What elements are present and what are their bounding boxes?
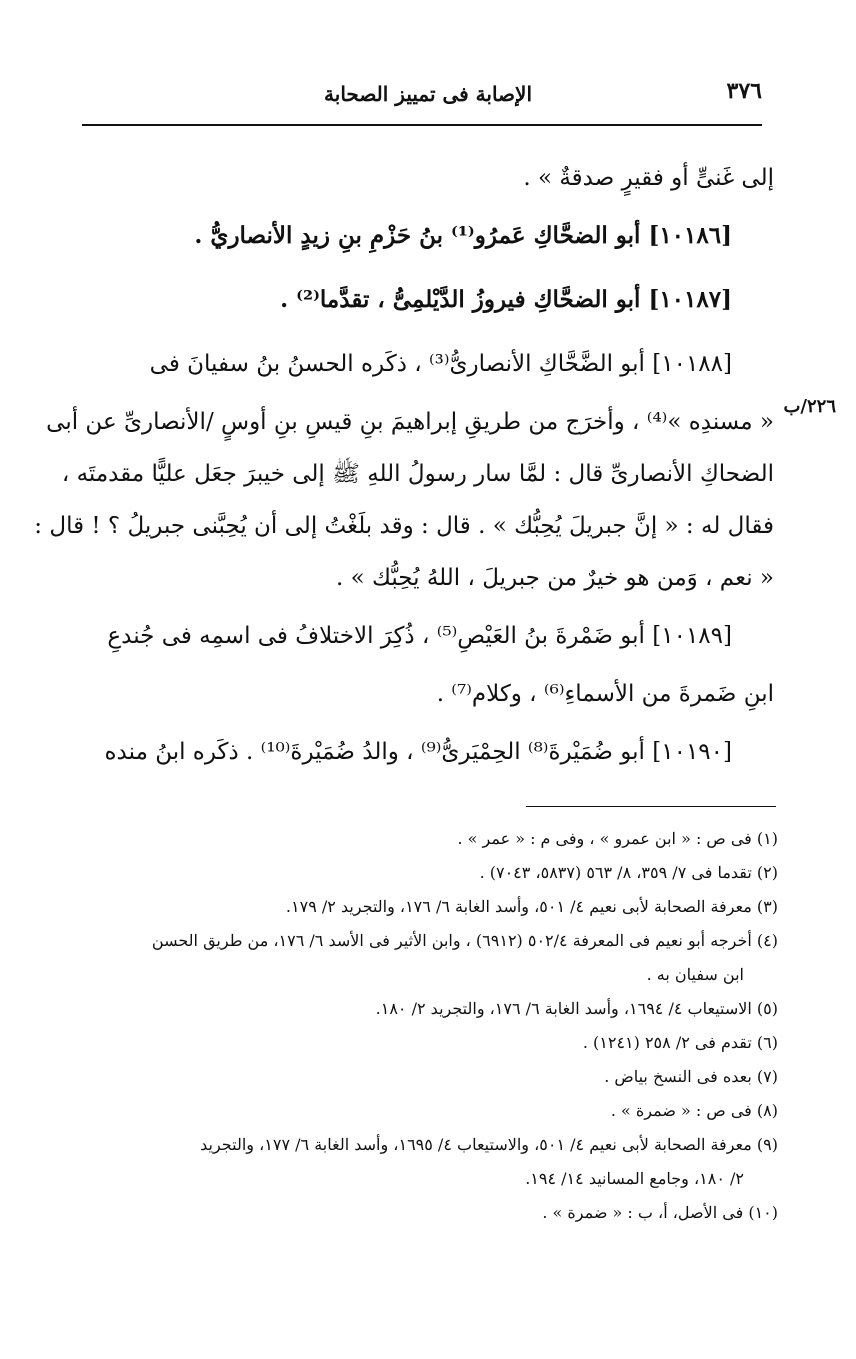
text-line: « نعم ، وَمن هو خيرٌ من جبريلَ ، اللهُ يُحِبُّك » . [335,565,774,591]
entry-10187: [١٠١٨٧] أبو الضحَّاكِ فيروزُ الدَّيْلمِىُّ ، تقدَّما⁽²⁾ . [280,286,732,313]
footnote-9: (٩) معرفة الصحابة لأبى نعيم ٤/ ٥٠١، والاستيعاب ٤/ ١٦٩٥، وأسد الغابة ٦/ ١٧٧، والتجريد [200,1135,778,1154]
footnote-7: (٧) بعده فى النسخ بياض . [604,1067,778,1086]
footnote-6: (٦) تقدم فى ٢/ ٢٥٨ (١٢٤١) . [582,1033,778,1052]
footnote-4: (٤) أخرجه أبو نعيم فى المعرفة ٥٠٢/٤ (٦٩١٢) ، وابن الأثير فى الأسد ٦/ ١٧٦، من طريق الحسن [151,931,778,950]
page-header [82,78,762,114]
footnote-1: (١) فى ص : « ابن عمرو » ، وفى م : « عمر » . [457,829,778,848]
text-line: « مسندِه »⁽⁴⁾ ، وأخرَج من طريقِ إبراهيمَ بنِ قيسِ بنِ أوسٍ /الأنصارىِّ عن أبى [46,409,774,435]
entry-10189: [١٠١٨٩] أبو ضَمْرةَ بنُ العَيْصِ⁽⁵⁾ ، ذُكِرَ الاختلافُ فى اسمِه فى جُندعِ [107,623,732,649]
footnote-3: (٣) معرفة الصحابة لأبى نعيم ٤/ ٥٠١، وأسد الغابة ٦/ ١٧٦، والتجريد ٢/ ١٧٩. [285,897,778,916]
text-line: ابنِ ضَمرةَ من الأسماءِ⁽⁶⁾ ، وكلام⁽⁷⁾ . [436,681,774,707]
text-line: فقال له : « إنَّ جبريلَ يُحِبُّك » . قال : وقد بلَغْتُ إلى أن يُحِبَّنى جبريلُ ؟ ! قال : [34,513,774,539]
page-number: ٣٧٦ [726,78,762,104]
footnote-rule [526,806,776,807]
footnote-4-continued: ابن سفيان به . [646,965,744,984]
entry-10190: [١٠١٩٠] أبو ضُمَيْرةَ⁽⁸⁾ الحِمْيَرىُّ⁽⁹⁾ ، والدُ ضُمَيْرةَ⁽¹⁰⁾ . ذكَره ابنُ منده [104,739,732,765]
text-line: الضحاكِ الأنصارىِّ قال : لمَّا سار رسولُ اللهِ ﷺ إلى خيبرَ جعَل عليًّا مقدمتَه ، [61,461,774,487]
footnote-9-continued: ٢/ ١٨٠، وجامع المسانيد ١٤/ ١٩٤. [525,1169,744,1188]
header-rule [82,124,762,126]
entry-10188: [١٠١٨٨] أبو الضَّحَّاكِ الأنصارىُّ⁽³⁾ ، ذكَره الحسنُ بنُ سفيانَ فى [149,351,732,377]
footnote-8: (٨) فى ص : « ضمرة » . [610,1101,778,1120]
text-line: إلى غَنىٍّ أو فقيرٍ صدقةٌ » . [523,165,774,191]
entry-10186: [١٠١٨٦] أبو الضحَّاكِ عَمرُو⁽¹⁾ بنُ حَزْمِ بنِ زيدٍ الأنصاريُّ . [194,222,732,249]
margin-folio-note: ٢٢٦/ب [783,396,836,417]
footnote-2: (٢) تقدما فى ٧/ ٣٥٩، ٨/ ٥٦٣ (٥٨٣٧، ٧٠٤٣) . [479,863,778,882]
running-title: الإصابة فى تمييز الصحابة [324,82,532,106]
footnote-10: (١٠) فى الأصل، أ، ب : « ضمرة » . [542,1203,778,1222]
main-text [34,152,774,784]
footnote-5: (٥) الاستيعاب ٤/ ١٦٩٤، وأسد الغابة ٦/ ١٧٦، والتجريد ٢/ ١٨٠. [375,999,778,1018]
footnotes [78,822,778,1230]
